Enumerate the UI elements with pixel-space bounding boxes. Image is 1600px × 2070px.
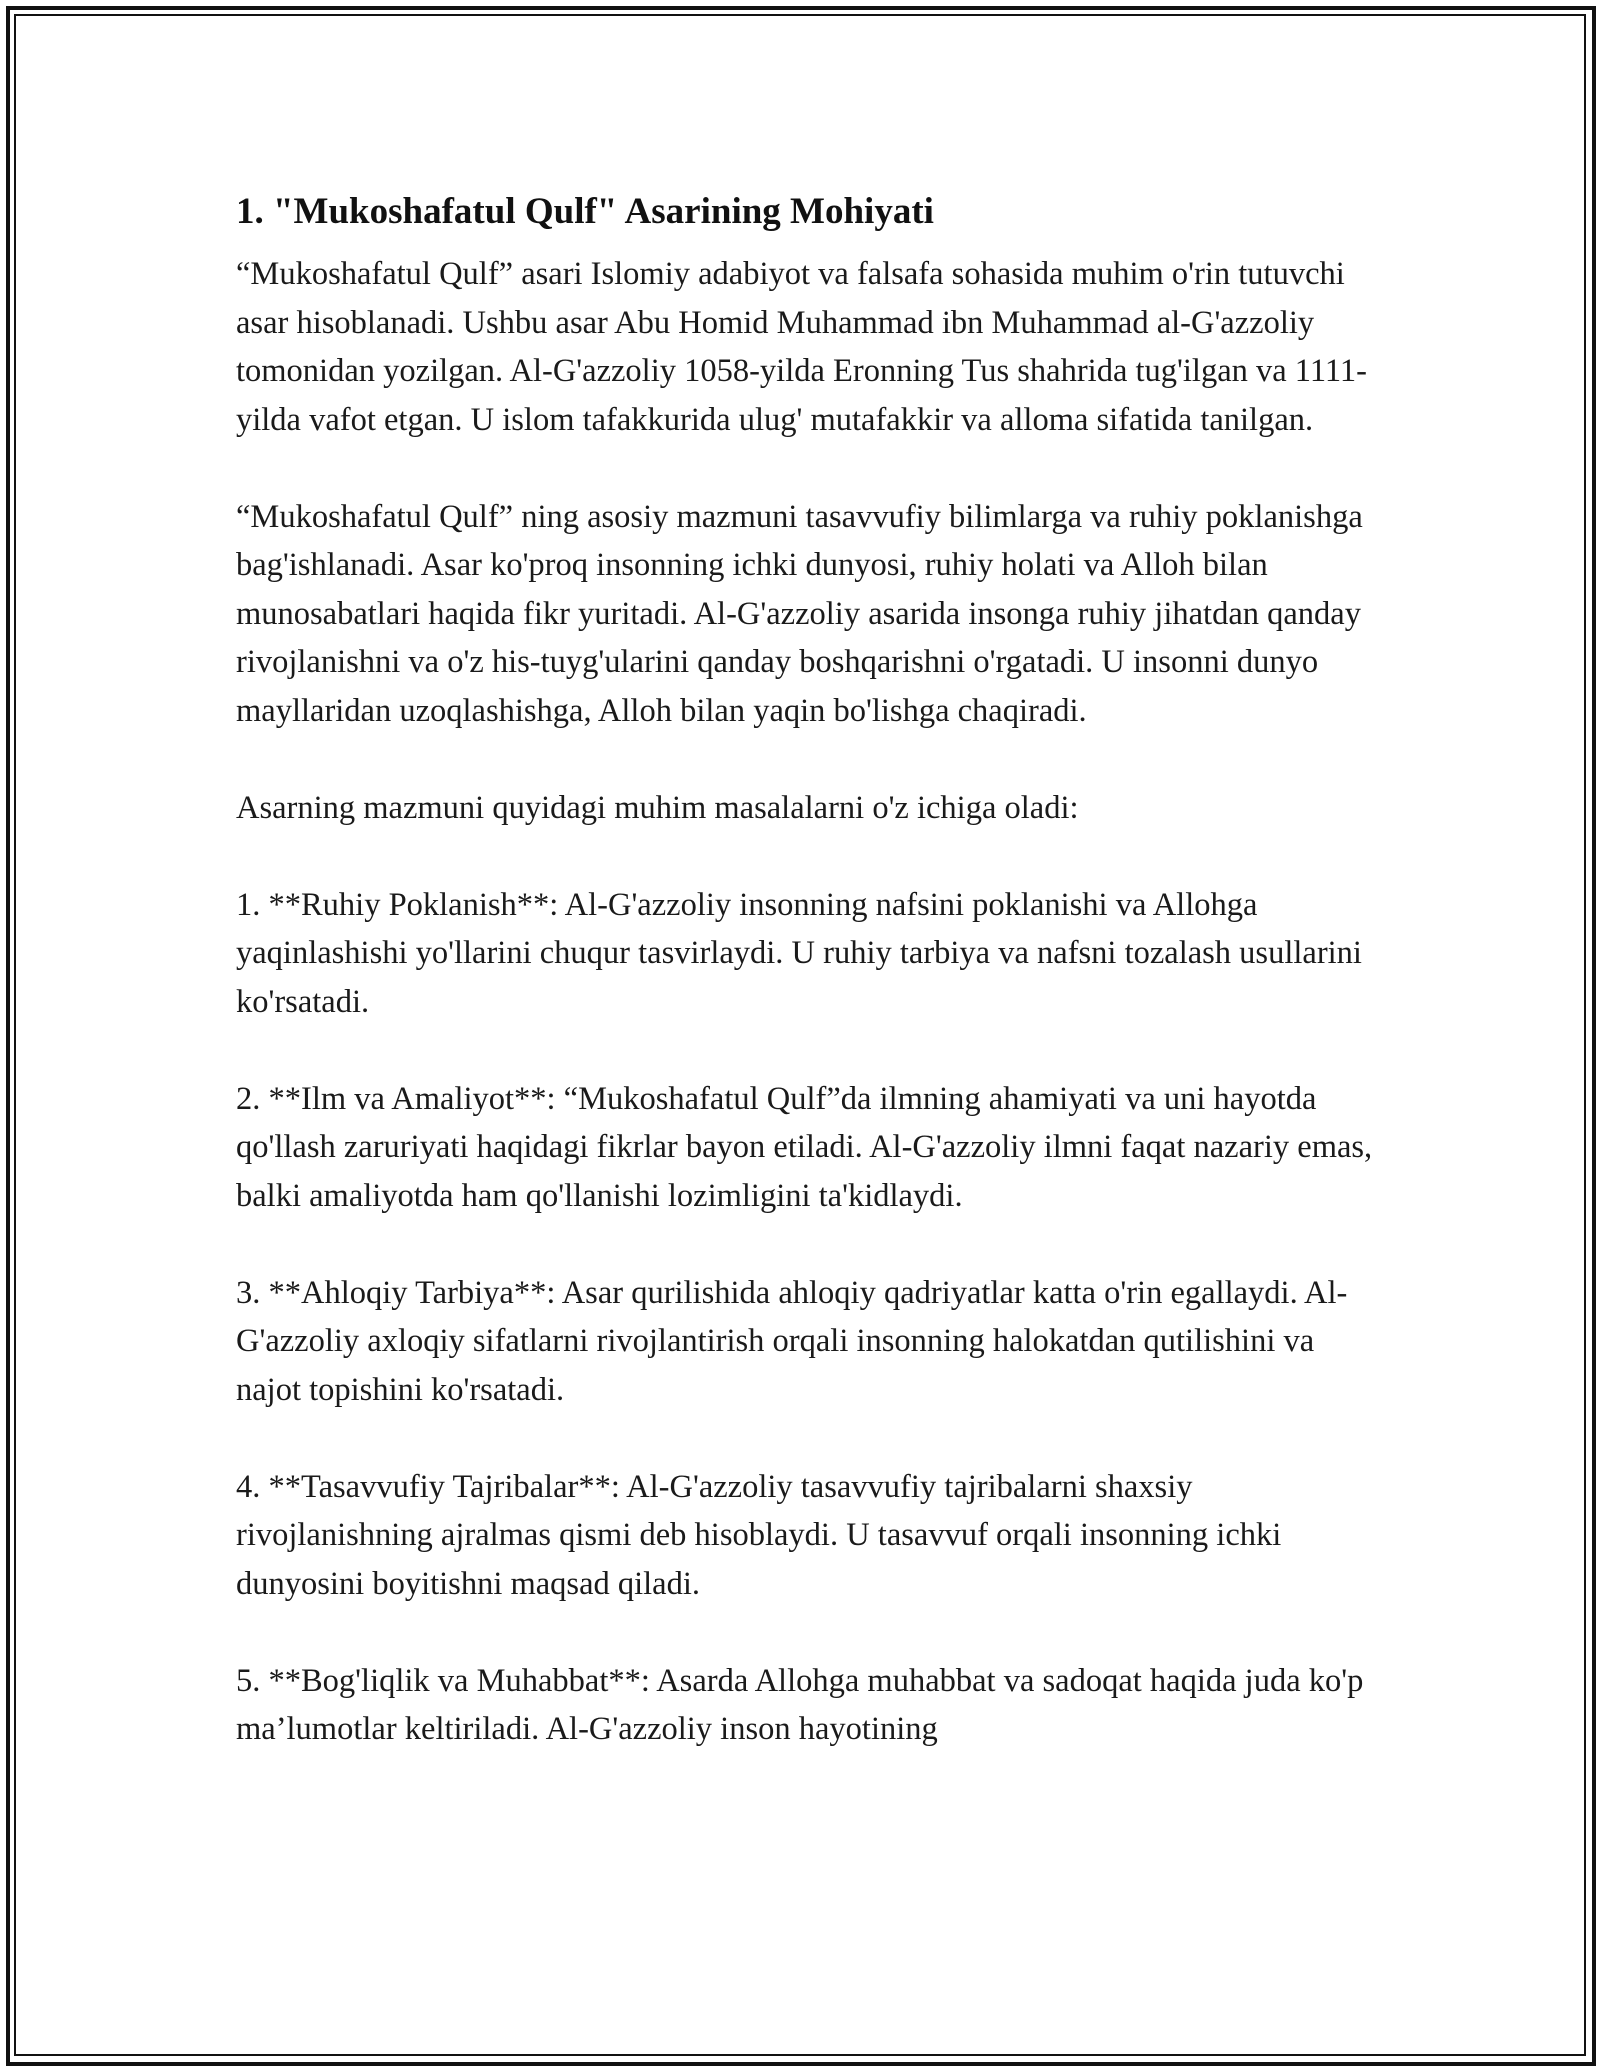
list-item-tasavvufiy-tajribalar: 4. **Tasavvufiy Tajribalar**: Al-G'azzoliy tasavvufiy tajribalarni shaxsiy rivojlanishning ajralmas qismi deb hisoblaydi. U tasavvuf orqali insonning ichki dunyosini boyitishni maqsad qiladi. (236, 1468, 1282, 1602)
section-heading: 1. "Mukoshafatul Qulf" Asarining Mohiyati (236, 191, 934, 232)
document-body (236, 186, 1376, 1802)
paragraph-list-intro: Asarning mazmuni quyidagi muhim masalalarni o'z ichiga oladi: (236, 789, 1079, 826)
list-item-ilm-va-amaliyot: 2. **Ilm va Amaliyot**: “Mukoshafatul Qulf”da ilmning ahamiyati va uni hayotda qo'llash zaruriyati haqidagi fikrlar bayon etiladi. Al-G'azzoliy ilmni faqat nazariy emas, balki amaliyotda ham qo'llanishi lozimligini ta'kidlaydi. (236, 1080, 1373, 1214)
list-item-bogliqlik-va-muhabbat: 5. **Bog'liqlik va Muhabbat**: Asarda Allohga muhabbat va sadoqat haqida juda ko'p ma’lumotlar keltiriladi. Al-G'azzoliy inson hayotining (236, 1662, 1364, 1747)
paragraph-main-content: “Mukoshafatul Qulf” ning asosiy mazmuni tasavvufiy bilimlarga va ruhiy poklanishga bag'ishlanadi. Asar ko'proq insonning ichki dunyosi, ruhiy holati va Alloh bilan munosabatlari haqida fikr yuritadi. Al-G'azzoliy asarida insonga ruhiy jihatdan qanday rivojlanishni va o'z his-tuyg'ularini qanday boshqarishni o'rgatadi. U insonni dunyo mayllaridan uzoqlashishga, Alloh bilan yaqin bo'lishga chaqiradi. (236, 498, 1363, 729)
list-item-ruhiy-poklanish: 1. **Ruhiy Poklanish**: Al-G'azzoliy insonning nafsini poklanishi va Allohga yaqinlashishi yo'llarini chuqur tasvirlaydi. U ruhiy tarbiya va nafsni tozalash usullarini ko'rsatadi. (236, 886, 1362, 1020)
paragraph-intro: “Mukoshafatul Qulf” asari Islomiy adabiyot va falsafa sohasida muhim o'rin tutuvchi asar hisoblanadi. Ushbu asar Abu Homid Muhammad ibn Muhammad al-G'azzoliy tomonidan yozilgan. Al-G'azzoliy 1058-yilda Eronning Tus shahrida tug'ilgan va 1111-yilda vafot etgan. U islom tafakkurida ulug' mutafakkir va alloma sifatida tanilgan. (236, 256, 1367, 438)
list-item-ahloqiy-tarbiya: 3. **Ahloqiy Tarbiya**: Asar qurilishida ahloqiy qadriyatlar katta o'rin egallaydi. Al-G'azzoliy axloqiy sifatlarni rivojlantirish orqali insonning halokatdan qutilishini va najot topishini ko'rsatadi. (236, 1274, 1348, 1408)
